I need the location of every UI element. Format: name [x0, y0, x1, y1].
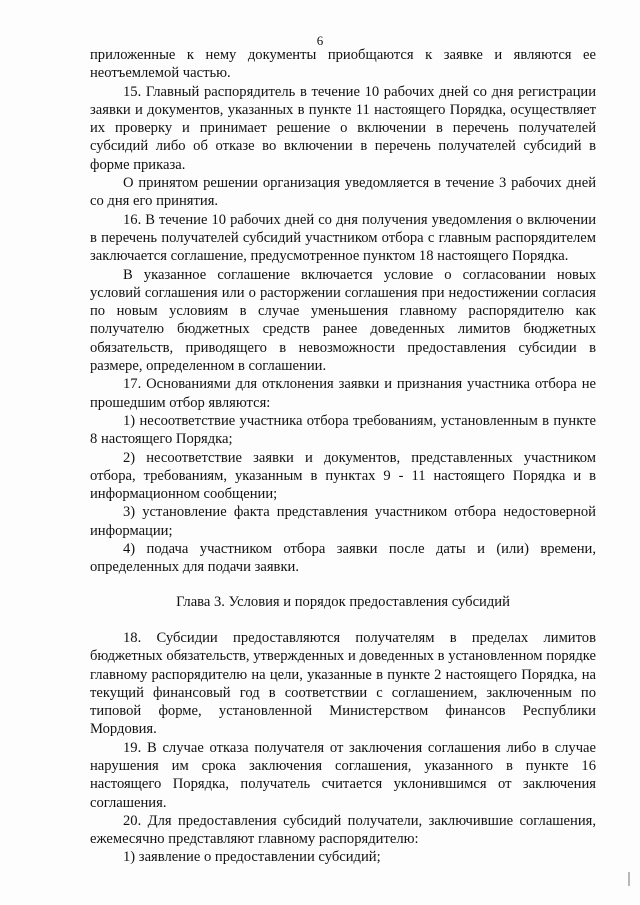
- paragraph-agreement-condition: В указанное соглашение включается условие о согласовании новых условий соглашения или о расторжении соглашения при недостижении согласия по новым условиям в случае уменьшения главному распорядителю как получателю бюджетных средств ранее доведенных лимитов бюджетных обязательств, приводящего в невозможности предоставления субсидии в размере, определенном в соглашении.: [90, 266, 596, 375]
- page-number: 6: [316, 33, 324, 48]
- document-body: [90, 46, 596, 867]
- list-item-17-3: 3) установление факта представления участником отбора недостоверной информации;: [90, 504, 596, 539]
- paragraph-item-17: 17. Основаниями для отклонения заявки и признания участника отбора не прошедшим отбор являются:: [90, 376, 596, 411]
- list-item-17-4: 4) подача участником отбора заявки после даты и (или) времени, определенных для подачи заявки.: [90, 541, 596, 576]
- paragraph-notification: О принятом решении организация уведомляется в течение 3 рабочих дней со дня его принятия.: [90, 175, 596, 210]
- list-item-17-2: 2) несоответствие заявки и документов, представленных участником отбора, требованиям, указанным в пунктах 9 - 11 настоящего Порядка и в информационном сообщении;: [90, 449, 596, 503]
- paragraph-continuation: приложенные к нему документы приобщаются к заявке и являются ее неотъемлемой частью.: [90, 47, 596, 82]
- paragraph-item-20: 20. Для предоставления субсидий получатели, заключившие соглашения, ежемесячно представляют главному распорядителю:: [90, 812, 596, 848]
- scan-artifact: [628, 872, 630, 886]
- paragraph-item-16: 16. В течение 10 рабочих дней со дня получения уведомления о включении в перечень получателей субсидий участником отбора с главным распорядителем заключается соглашение, предусмотренное пунктом 18 настоящего Порядка.: [90, 211, 596, 265]
- paragraph-item-15: 15. Главный распорядитель в течение 10 рабочих дней со дня регистрации заявки и документов, указанных в пункте 11 настоящего Порядка, осуществляет их проверку и принимает решение о включении в перечень получателей субсидий либо об отказе во включении в перечень получателей субсидий в форме приказа.: [90, 83, 596, 173]
- chapter-heading: Глава 3. Условия и порядок предоставления субсидий: [176, 593, 510, 610]
- paragraph-item-18: 18. Субсидии предоставляются получателям в пределах лимитов бюджетных обязательств, утвержденных и доведенных в установленном порядке главному распорядителю на цели, указанные в пункте 2 настоящего Порядка, на текущий финансовый год в соответствии с соглашением, заключенным по типовой форме, установленной Министерством финансов Республики Мордовия.: [90, 629, 596, 738]
- list-item-17-1: 1) несоответствие участника отбора требованиям, установленным в пункте 8 настоящего Порядка;: [90, 412, 596, 448]
- list-item-20-1: 1) заявление о предоставлении субсидий;: [123, 849, 381, 866]
- paragraph-item-19: 19. В случае отказа получателя от заключения соглашения либо в случае нарушения им срока заключения соглашения, указанного в пункте 16 настоящего Порядка, получатель считается уклонившимся от заключения соглашения.: [90, 739, 596, 811]
